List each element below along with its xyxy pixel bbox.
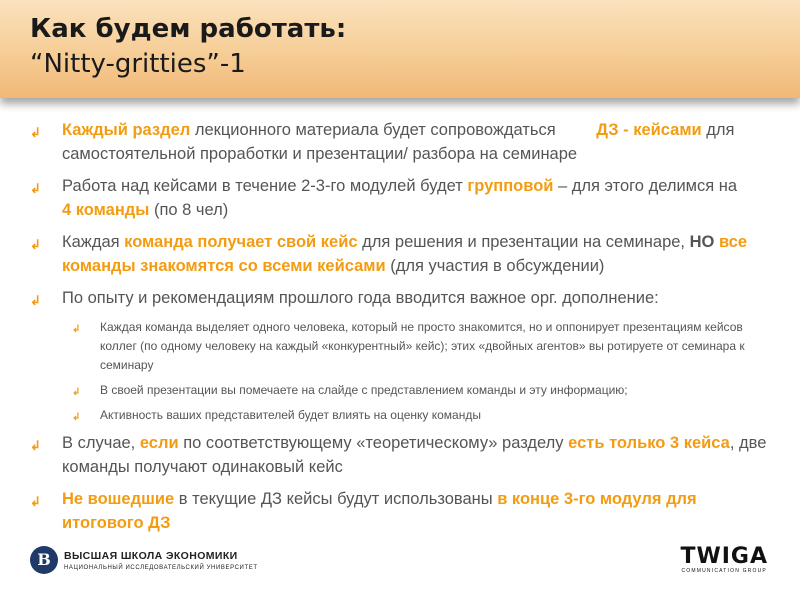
bullet-arrow-icon: ↲	[30, 237, 41, 252]
bullet-arrow-icon: ↲	[30, 125, 41, 140]
twiga-wordmark: TWIGA	[680, 544, 768, 569]
bullet-arrow-icon: ↲	[30, 438, 41, 453]
hse-name: ВЫСШАЯ ШКОЛА ЭКОНОМИКИ	[64, 550, 238, 562]
hse-subtitle: НАЦИОНАЛЬНЫЙ ИССЛЕДОВАТЕЛЬСКИЙ УНИВЕРСИТЕТ	[64, 565, 258, 571]
twiga-logo	[680, 546, 768, 574]
bullet-arrow-icon: ↲	[72, 324, 81, 335]
bullet-item: ↲ Каждая команда получает свой кейс для решения и презентации на семинаре, НО все команды знакомятся со всеми кейсами (для участия в обсуждении)	[30, 233, 748, 275]
sub-bullet-item: ↲ В своей презентации вы помечаете на слайде с представлением команды и эту информацию;	[30, 381, 775, 400]
hse-logo-icon: В	[30, 546, 58, 574]
slide-subtitle: “Nitty-gritties”-1	[30, 49, 246, 79]
bullet-item: ↲ По опыту и рекомендациям прошлого года вводится важное орг. дополнение:	[30, 286, 775, 310]
bullet-list	[30, 118, 775, 543]
bullet-item: ↲ В случае, если по соответствующему «теоретическому» разделу есть только 3 кейса, две команды получают одинаковый кейс	[30, 434, 767, 476]
bullet-item: ↲ Каждый раздел лекционного материала будет сопровождаться ДЗ - кейсами для самостоятельной проработки и презентации/ разбора на семинаре	[30, 121, 735, 163]
slide-title: Как будем работать:	[30, 14, 347, 44]
bullet-item: ↲ Работа над кейсами в течение 2-3-го модулей будет групповой – для этого делимся на 4 команды (по 8 чел)	[30, 177, 738, 219]
twiga-tagline: COMMUNICATION GROUP	[681, 568, 767, 574]
bullet-arrow-icon: ↲	[72, 412, 81, 423]
sub-bullet-item: ↲ Каждая команда выделяет одного человека, который не просто знакомится, но и оппонирует презентациям кейсов коллег (по одному человеку на каждый «конкурентный» кейс); этих «двойных агентов» вы ротируете от семинара к семинару	[72, 320, 745, 372]
bullet-item: ↲ Не вошедшие в текущие ДЗ кейсы будут использованы в конце 3-го модуля для итогового ДЗ	[30, 490, 697, 532]
bullet-arrow-icon: ↲	[72, 387, 81, 398]
sub-bullet-item: ↲ Активность ваших представителей будет влиять на оценку команды	[30, 406, 775, 425]
title-banner	[0, 0, 800, 98]
bullet-arrow-icon: ↲	[30, 293, 41, 308]
bullet-arrow-icon: ↲	[30, 494, 41, 509]
bullet-arrow-icon: ↲	[30, 181, 41, 196]
